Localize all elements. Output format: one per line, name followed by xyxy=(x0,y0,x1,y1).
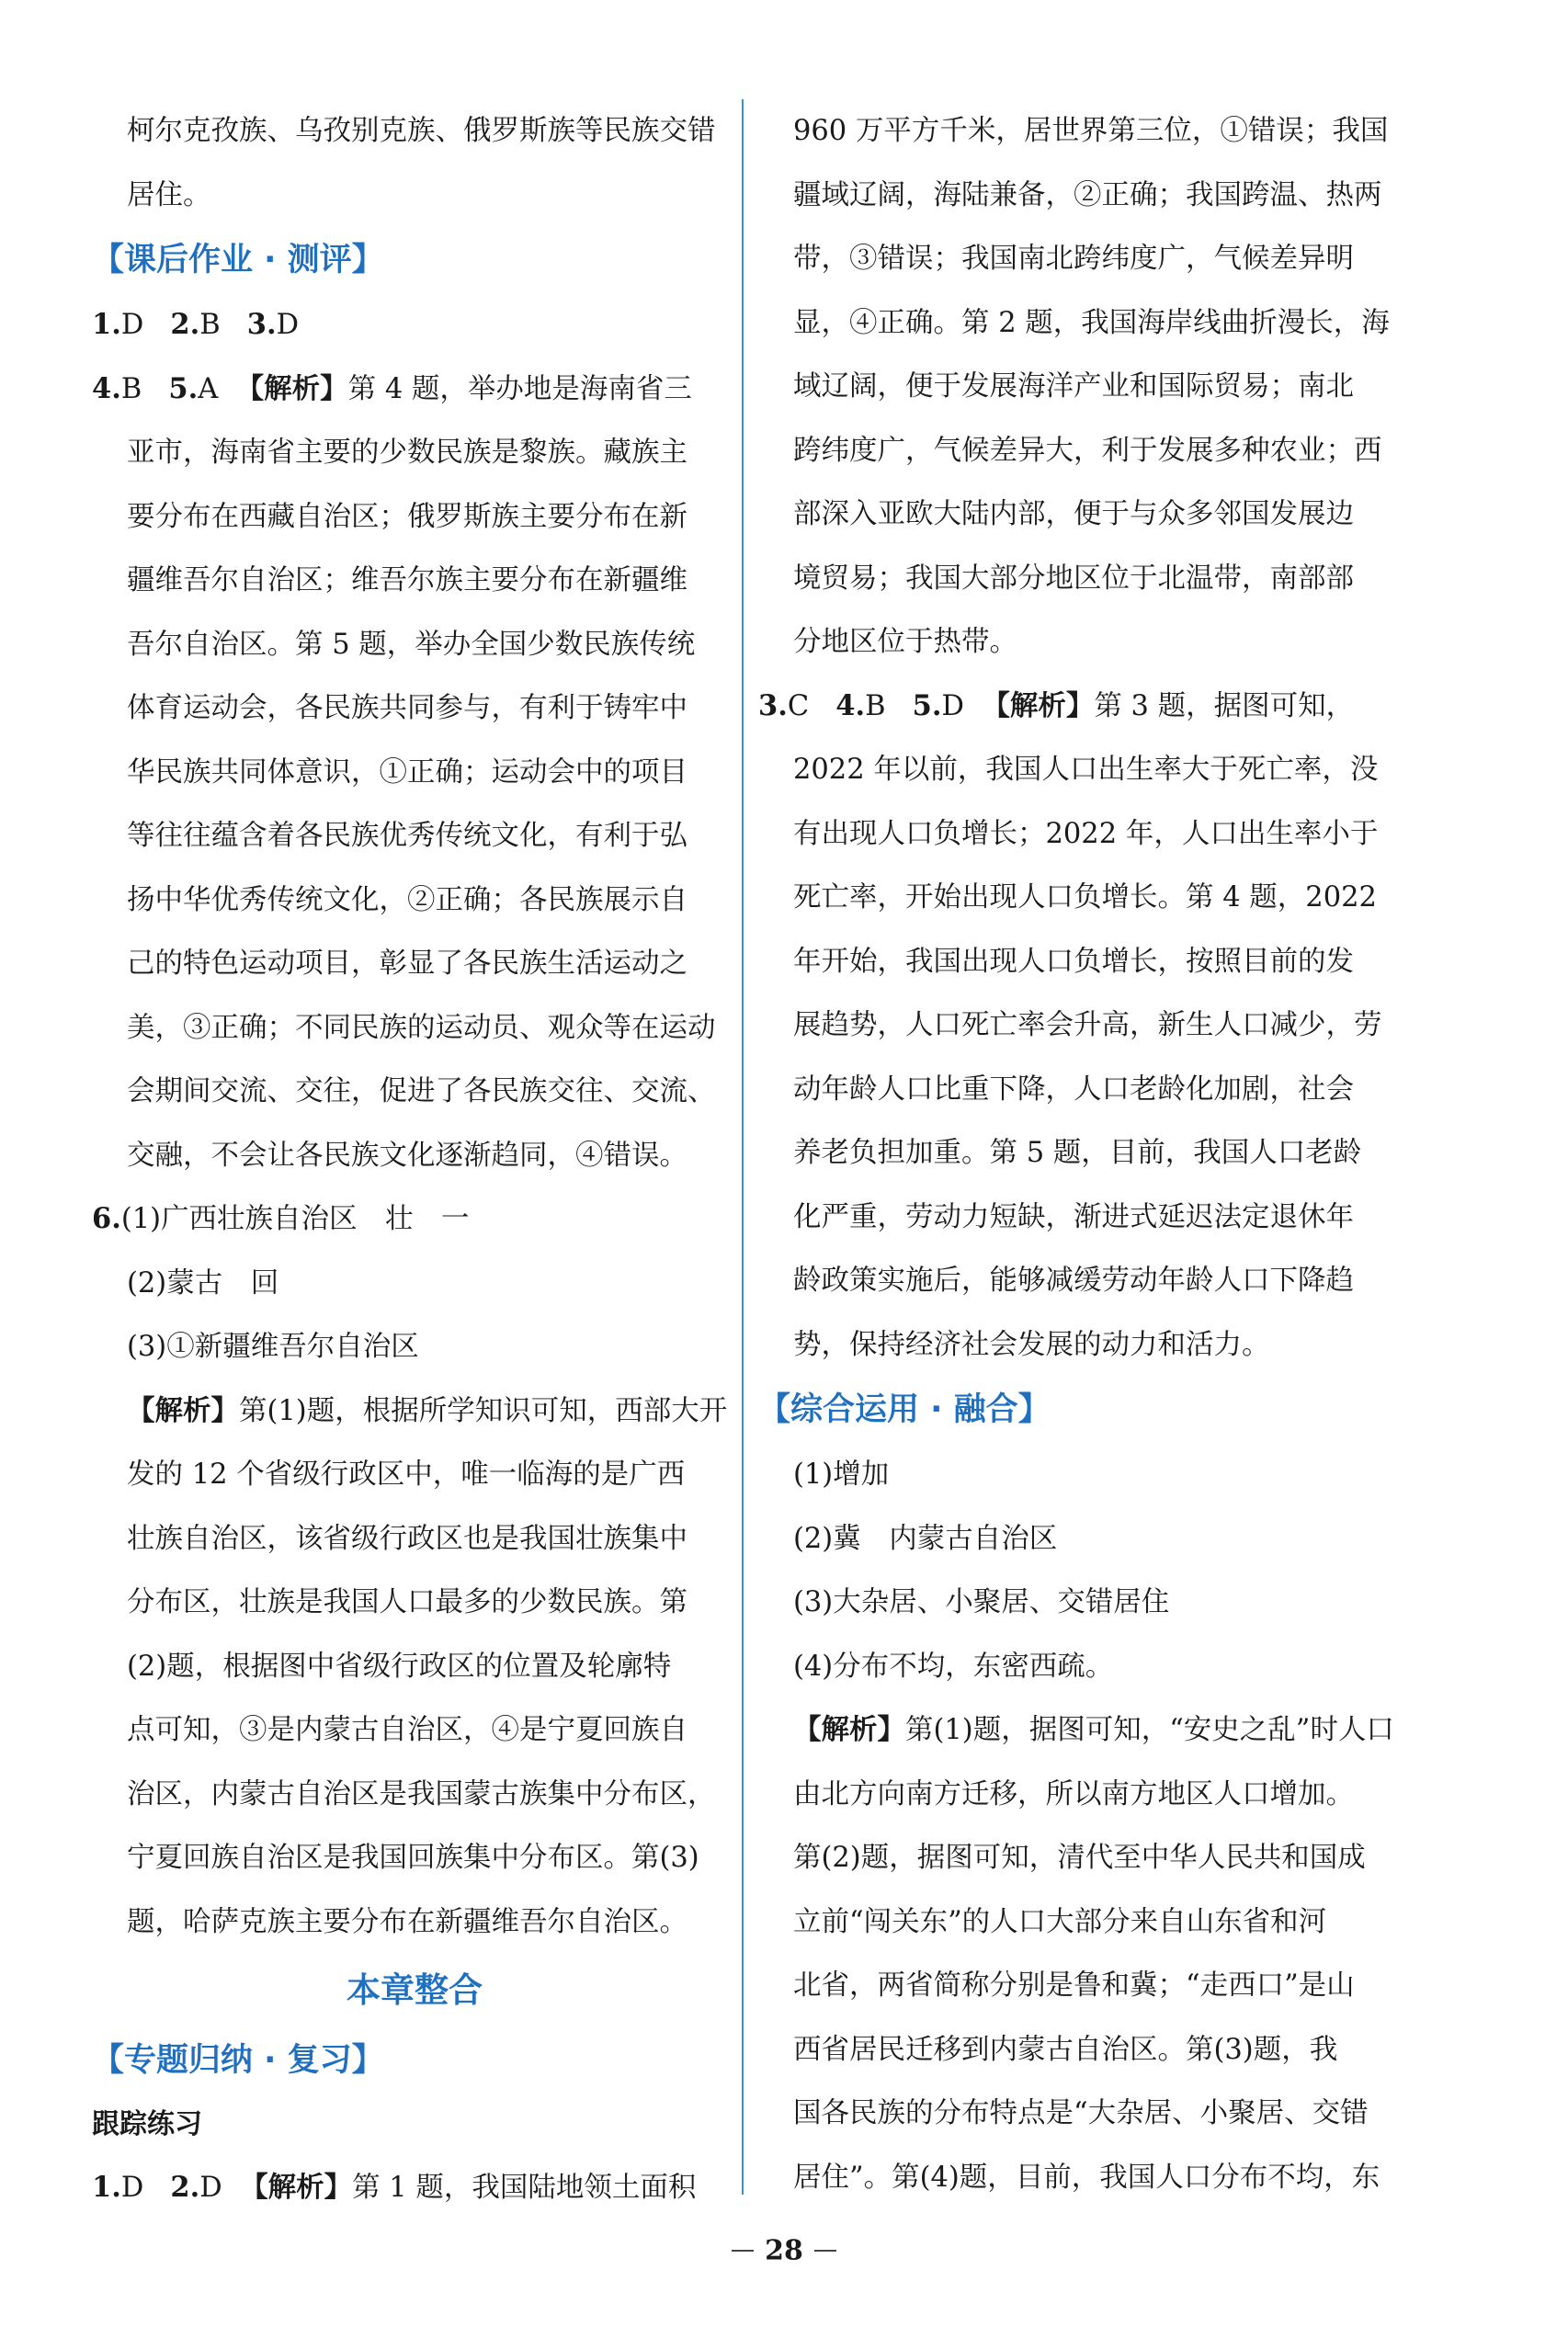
analysis-line: 北省，两省简称分别是鲁和冀；“走西口”是山 xyxy=(793,1969,1355,2002)
analysis-line: 亚市，海南省主要的少数民族是黎族。藏族主 xyxy=(127,437,687,469)
analysis-line: 疆维吾尔自治区；维吾尔族主要分布在新疆维 xyxy=(127,564,687,596)
analysis-line: 由北方向南方迁移，所以南方地区人口增加。 xyxy=(793,1777,1354,1810)
analysis-text: 第 3 题，据图可知， xyxy=(1094,689,1355,722)
answer: B xyxy=(865,689,886,722)
question-number: 2. xyxy=(170,2171,200,2204)
analysis-line: 发的 12 个省级行政区中，唯一临海的是广西 xyxy=(127,1458,686,1491)
answer: A xyxy=(198,372,219,405)
question-number: 5. xyxy=(168,371,199,405)
right-column xyxy=(758,99,1409,2209)
analysis-line: 分布区，壮族是我国人口最多的少数民族。第 xyxy=(127,1586,687,1618)
intro-line: 柯尔克孜族、乌孜别克族、俄罗斯族等民族交错 xyxy=(127,115,716,147)
answer-part: (3)大杂居、小聚居、交错居住 xyxy=(793,1586,1170,1618)
analysis-line: 壮族自治区，该省级行政区也是我国壮族集中 xyxy=(127,1522,687,1555)
analysis-line: 美，③正确；不同民族的运动员、观众等在运动 xyxy=(127,1011,716,1044)
question-number: 6. xyxy=(92,1202,121,1235)
analysis-line: 年开始，我国出现人口负增长，按照目前的发 xyxy=(793,945,1354,978)
analysis-line: 龄政策实施后，能够减缓劳动年龄人口下降趋 xyxy=(793,1265,1354,1297)
answer-part: (2)冀 内蒙古自治区 xyxy=(793,1522,1058,1555)
analysis-tag: 【解析】 xyxy=(982,689,1095,722)
answer-row-q1-3 xyxy=(92,293,737,358)
question-number: 3. xyxy=(246,308,277,341)
analysis-line: 体育运动会，各民族共同参与，有利于铸牢中 xyxy=(127,692,687,724)
answer-part: (2)蒙古 回 xyxy=(127,1266,279,1300)
question-number: 1. xyxy=(92,2171,121,2204)
answer: D xyxy=(120,2172,144,2204)
answer-part: (4)分布不均，东密西疏。 xyxy=(793,1650,1114,1683)
analysis-line: 化严重，劳动力短缺，渐进式延迟法定退休年 xyxy=(793,1200,1354,1233)
answer: D xyxy=(120,309,144,341)
chapter-title: 本章整合 xyxy=(347,1970,483,2010)
analysis-text: 第 4 题，举办地是海南省三 xyxy=(347,372,692,405)
analysis-line xyxy=(758,1698,1409,1763)
analysis-line: 疆域辽阔，海陆兼备，②正确；我国跨温、热两 xyxy=(793,178,1382,211)
analysis-line: 居住”。第(4)题，目前，我国人口分布不均，东 xyxy=(793,2161,1381,2194)
column-divider xyxy=(742,99,744,2195)
analysis-line: 有出现人口负增长；2022 年，人口出生率小于 xyxy=(793,817,1379,850)
analysis-line: 域辽阔，便于发展海洋产业和国际贸易；南北 xyxy=(793,370,1354,403)
analysis-line: 展趋势，人口死亡率会升高，新生人口减少，劳 xyxy=(793,1009,1382,1041)
analysis-tag: 【解析】 xyxy=(240,2172,353,2204)
analysis-line: 治区，内蒙古自治区是我国蒙古族集中分布区， xyxy=(127,1777,716,1810)
answer-row-q3-5 xyxy=(758,675,1409,739)
question-number: 4. xyxy=(92,371,121,405)
analysis-line: 扬中华优秀传统文化，②正确；各民族展示自 xyxy=(127,883,687,916)
analysis-line: 己的特色运动项目，彰显了各民族生活运动之 xyxy=(127,948,687,980)
answer: (1)广西壮族自治区 壮 一 xyxy=(120,1203,470,1235)
analysis-line: 跨纬度广，气候差异大，利于发展多种农业；西 xyxy=(793,434,1382,467)
answer-row-review-q1-2 xyxy=(92,2156,737,2220)
question-number: 3. xyxy=(758,688,788,722)
analysis-text: 第(1)题，据图可知，“安史之乱”时人口 xyxy=(905,1714,1394,1746)
analysis-text: 第 1 题，我国陆地领土面积 xyxy=(352,2172,697,2204)
analysis-line: 境贸易；我国大部分地区位于北温带，南部部 xyxy=(793,562,1354,595)
analysis-line: 带，③错误；我国南北跨纬度广，气候差异明 xyxy=(793,243,1354,275)
footer-dash xyxy=(814,2250,836,2252)
answer: D xyxy=(199,2172,222,2204)
analysis-text: 第(1)题，根据所学知识可知，西部大开 xyxy=(239,1394,728,1427)
footer-dash xyxy=(732,2250,754,2252)
analysis-line: 会期间交流、交往，促进了各民族交往、交流、 xyxy=(127,1075,716,1107)
answer-part: (3)①新疆维吾尔自治区 xyxy=(127,1331,419,1363)
answer: D xyxy=(941,689,964,722)
analysis-tag: 【解析】 xyxy=(793,1714,905,1746)
page-number: 28 xyxy=(765,2234,803,2267)
analysis-line: 2022 年以前，我国人口出生率大于死亡率，没 xyxy=(793,754,1379,786)
analysis-line: 交融，不会让各民族文化逐渐趋同，④错误。 xyxy=(127,1139,687,1172)
analysis-line: 题，哈萨克族主要分布在新疆维吾尔自治区。 xyxy=(127,1905,687,1938)
left-column xyxy=(92,99,737,2220)
analysis-line: 西省居民迁移到内蒙古自治区。第(3)题，我 xyxy=(793,2033,1338,2066)
section-heading-integrated: 【综合运用 · 融合】 xyxy=(758,1391,1051,1428)
analysis-line: 部深入亚欧大陆内部，便于与众多邻国发展边 xyxy=(793,498,1354,530)
analysis-tag: 【解析】 xyxy=(127,1394,239,1427)
analysis-line: 第(2)题，据图可知，清代至中华人民共和国成 xyxy=(793,1842,1366,1874)
analysis-line: 势，保持经济社会发展的动力和活力。 xyxy=(793,1328,1270,1361)
section-heading-homework: 【课后作业 · 测评】 xyxy=(92,242,384,278)
page-footer xyxy=(0,2233,1568,2267)
answer: D xyxy=(276,309,300,341)
analysis-line: 动年龄人口比重下降，人口老龄化加剧，社会 xyxy=(793,1073,1354,1106)
answer: B xyxy=(199,309,221,341)
analysis-line: 养老负担加重。第 5 题，目前，我国人口老龄 xyxy=(793,1137,1362,1169)
analysis-line: 宁夏回族自治区是我国回族集中分布区。第(3) xyxy=(127,1842,699,1874)
subheading-practice: 跟踪练习 xyxy=(92,2108,202,2140)
analysis-line: 等往往蕴含着各民族优秀传统文化，有利于弘 xyxy=(127,820,687,852)
question-number: 5. xyxy=(912,688,942,722)
analysis-line: 死亡率，开始出现人口负增长。第 4 题，2022 xyxy=(793,881,1377,914)
analysis-line: 960 万平方千米，居世界第三位，①错误；我国 xyxy=(793,115,1389,147)
analysis-tag: 【解析】 xyxy=(235,372,348,405)
section-heading-review: 【专题归纳 · 复习】 xyxy=(92,2042,384,2079)
analysis-line: 点可知，③是内蒙古自治区，④是宁夏回族自 xyxy=(127,1714,687,1746)
answer: C xyxy=(787,689,810,722)
answer-part: (1)增加 xyxy=(793,1458,890,1491)
analysis-line: 要分布在西藏自治区；俄罗斯族主要分布在新 xyxy=(127,500,687,533)
answer: B xyxy=(120,372,142,405)
analysis-line: 显，④正确。第 2 题，我国海岸线曲折漫长，海 xyxy=(793,306,1390,339)
question-number: 2. xyxy=(170,308,200,341)
question-number: 1. xyxy=(92,308,121,341)
analysis-line xyxy=(92,1379,737,1444)
intro-line: 居住。 xyxy=(127,178,211,211)
analysis-line: 华民族共同体意识，①正确；运动会中的项目 xyxy=(127,755,687,789)
analysis-line: 分地区位于热带。 xyxy=(793,626,1017,658)
answer-row-q6 xyxy=(92,1187,737,1252)
answer-row-q4-5 xyxy=(92,358,737,422)
analysis-line: 立前“闯关东”的人口大部分来自山东省和河 xyxy=(793,1905,1327,1938)
question-number: 4. xyxy=(835,688,866,722)
analysis-line: 国各民族的分布特点是“大杂居、小聚居、交错 xyxy=(793,2097,1369,2129)
analysis-line: 吾尔自治区。第 5 题，举办全国少数民族传统 xyxy=(127,628,696,661)
analysis-line: (2)题，根据图中省级行政区的位置及轮廓特 xyxy=(127,1650,672,1683)
